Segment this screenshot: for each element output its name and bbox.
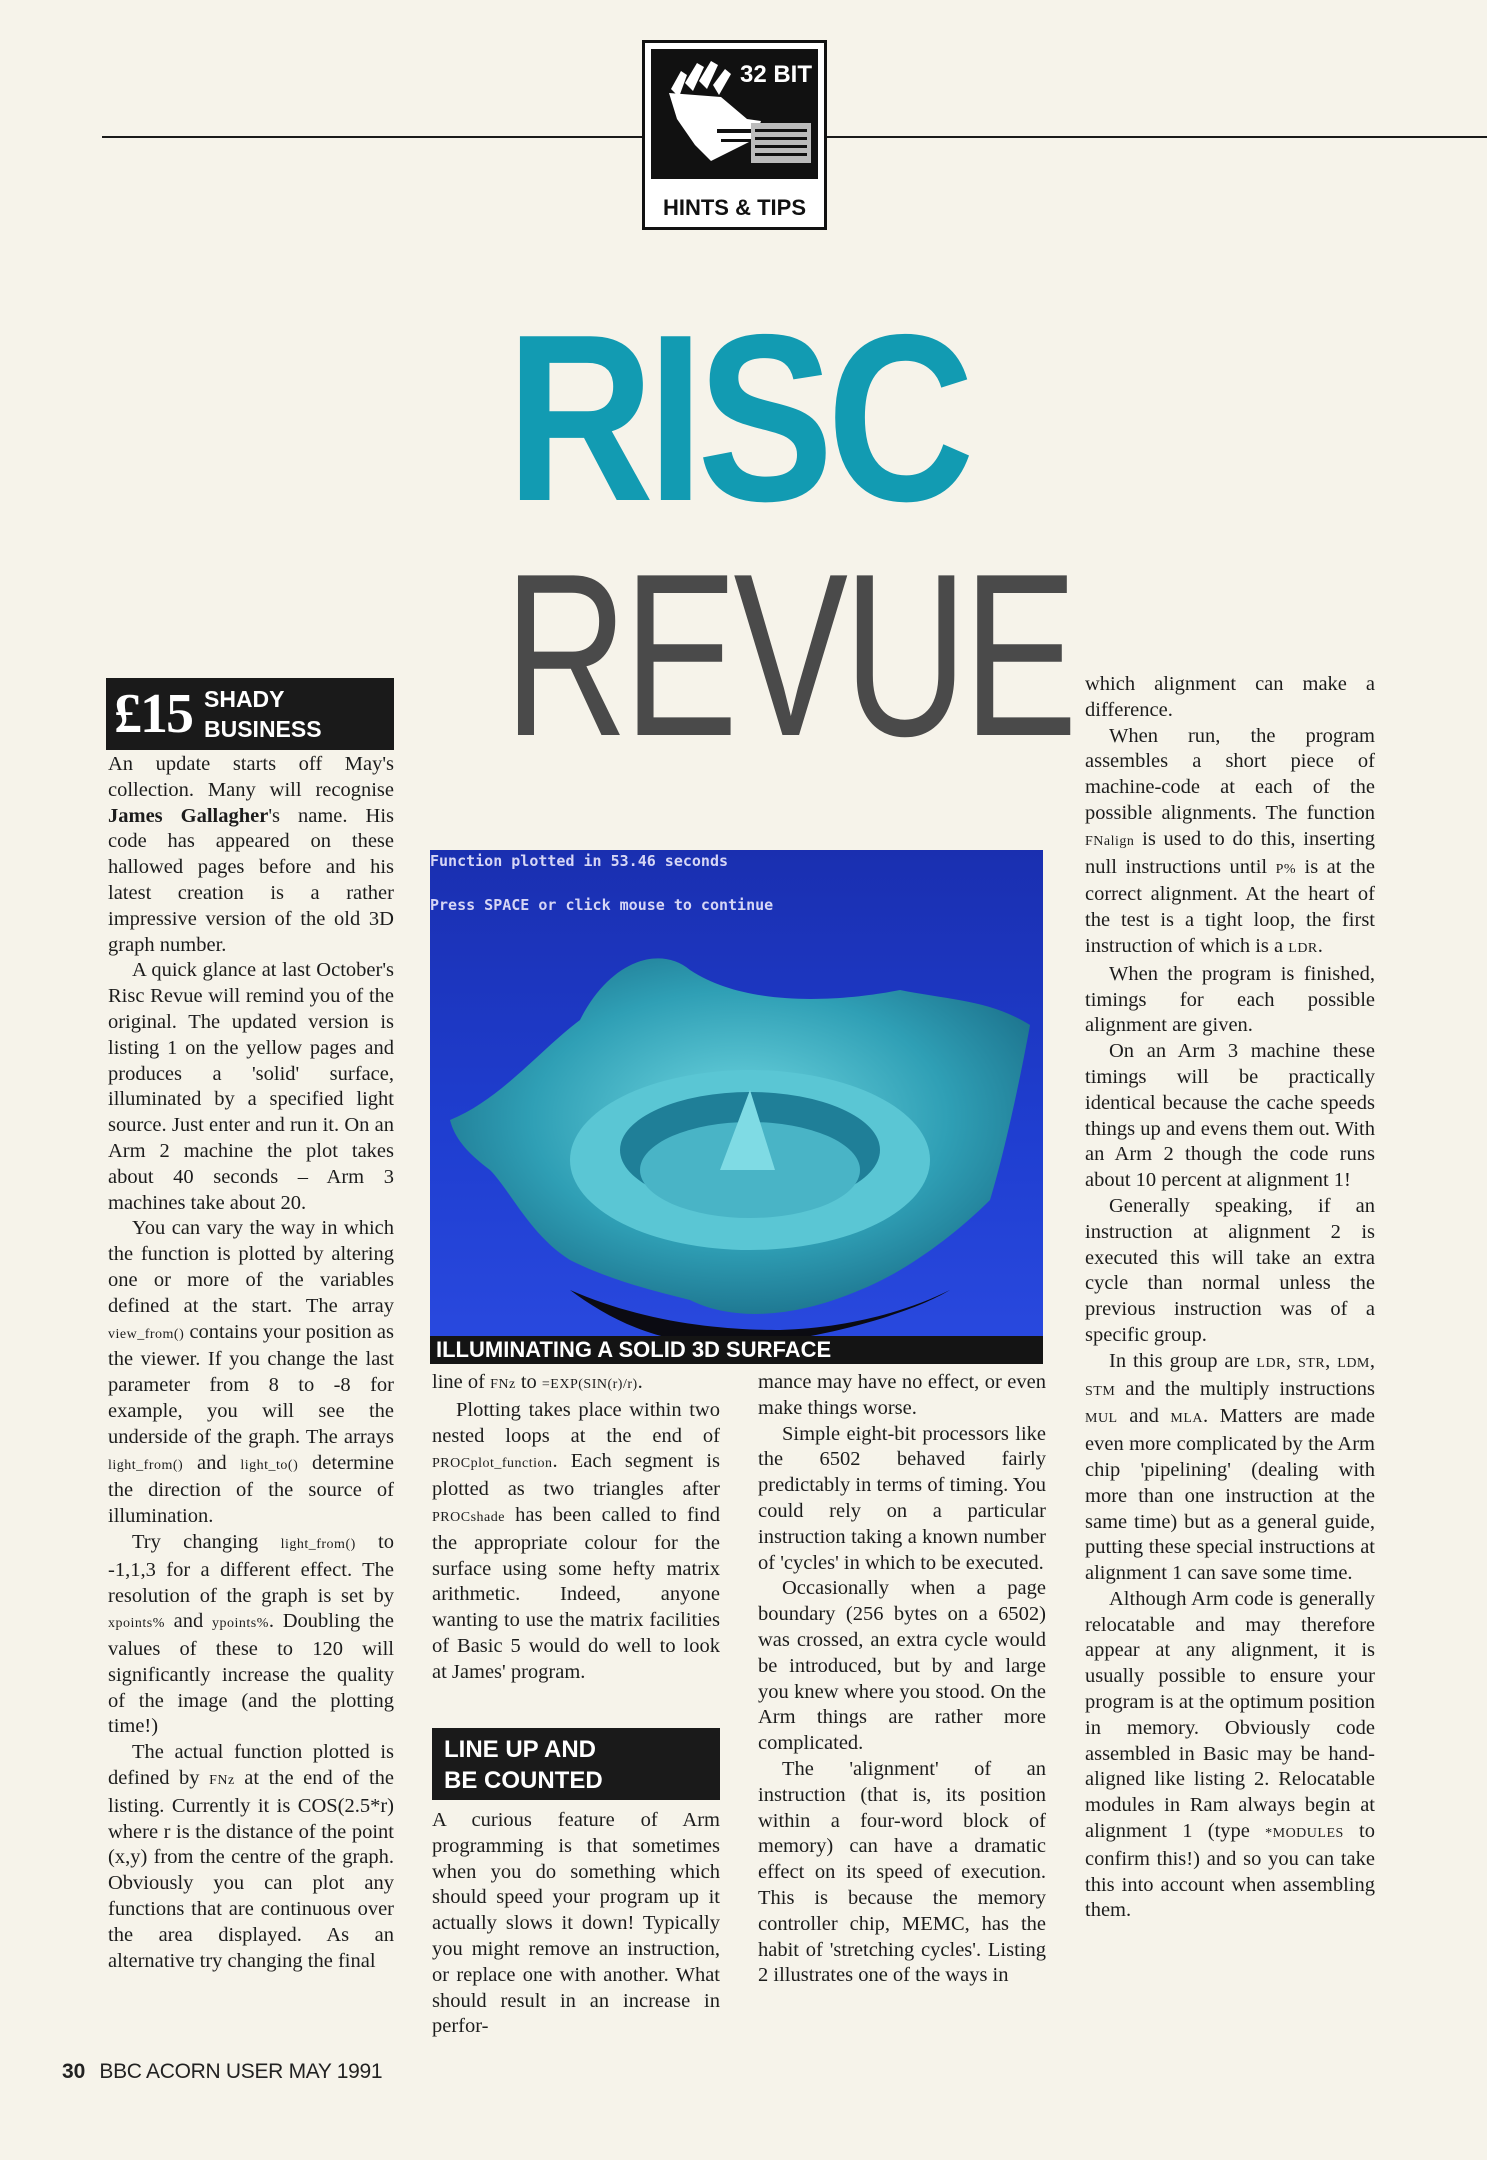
prize-amount: £15	[114, 683, 192, 745]
article-column-4: which alignment can make a difference. When run, the program assembles a short piece of machine-code at each of the possible alignments. The function FNalign is used to do this, inserting null instructions until P% is at the correct alignment. At the heart of the test is a tight loop, the first instruction of which is a LDR. When the program is finished, timings for each possible alignment are given. On an Arm 3 machine these timings will be practically identical because the cache speeds things up and evens them out. With an Arm 2 though the code runs about 10 percent at alignment 1! Generally speaking, if an instruction at alignment 2 is executed this will take an extra cycle than normal unless the previous instruction was of a specific group. In this group are LDR, STR, LDM, STM and the multiply instructions MUL and MLA. Matters are made even more complicated by the Arm chip 'pipelining' (dealing with more than one instruction at the same time) but as a general guide, putting these special instructions at alignment 1 can save some time. Although Arm code is generally relocatable and may therefore appear at any alignment, it is usually possible to ensure your program is at the optimum position in memory. Obviously code assembled in Basic may be hand-aligned like listing 2. Relocatable modules in Ram always begin at alignment 1 (type *MODULES to confirm this!) and so you can take this into account when assembling them.	[1085, 673, 1376, 1922]
screenshot-3d-surface	[430, 850, 1043, 1364]
hints-tips-logo	[642, 40, 827, 230]
screenshot-caption: ILLUMINATING A SOLID 3D SURFACE	[430, 1336, 1043, 1364]
section-heading-shady-business	[106, 678, 394, 750]
logo-badge: 32 BIT	[739, 61, 812, 88]
screen-text-timing: Function plotted in 53.46 seconds	[430, 852, 729, 870]
section-heading-line1: SHADY	[204, 686, 285, 712]
section-heading-line2: BUSINESS	[204, 716, 322, 742]
article-column-2a: line of FNz to =EXP(SIN(r)/r). Plotting takes place within two nested loops at the end of PROCplot_function. Each segment is plotted as two triangles after PROCshade has been called to find the appropriate colour for the surface using some hefty matrix arithmetic. Indeed, anyone wanting to use the matrix facilities of Basic 5 would do well to look at James' program.	[432, 1371, 720, 1683]
article-column-1: An update starts off May's collection. Many will recognise James Gallagher's name. His code has appeared on these hallowed pages before and his latest creation is a rather impressive version of the old 3D graph number. A quick glance at last October's Risc Revue will remind you of the original. The updated version is listing 1 on the yellow pages and produces a 'solid' surface, illuminated by a specified light source. Just enter and run it. On an Arm 2 machine the plot takes about 40 seconds – Arm 3 machines take about 20. You can vary the way in which the function is plotted by altering one or more of the variables defined at the start. The array view_from() contains your position as the viewer. If you change the last parameter from 8 to -8 for example, you will see the underside of the graph. The arrays light_from() and light_to() determine the direction of the source of illumination. Try changing light_from() to -1,1,3 for a different effect. The resolution of the graph is set by xpoints% and ypoints%. Doubling the values of these to 120 will significantly increase the quality of the image (and the plotting time!) The actual function plotted is defined by FNz at the end of the listing. Currently it is COS(2.5*r) where r is the distance of the point (x,y) from the centre of the graph. Obviously you can plot any functions that are continuous over the area displayed. As an alternative try changing the final	[108, 753, 395, 1972]
article-column-3: mance may have no effect, or even make things worse. Simple eight-bit processors like the 6502 behaved fairly predictably in terms of timing. You could rely on a particular instruction taking a known number of 'cycles' in which to be executed. Occasionally when a page boundary (256 bytes on a 6502) was crossed, an extra cycle would be introduced, but by and large you knew where you stood. On the Arm things are rather more complicated. The 'alignment' of an instruction (that is, its position within a four-word block of memory) can have a dramatic effect on its speed of execution. This is because the memory controller chip, MEMC, has the habit of 'stretching cycles'. Listing 2 illustrates one of the ways in	[758, 1371, 1046, 1987]
page-subtitle: REVUE	[503, 526, 1074, 785]
section2-heading-line1: LINE UP AND	[444, 1736, 597, 1763]
page-title: RISC	[506, 286, 968, 551]
header-rule-right	[827, 136, 1487, 138]
article-column-2b: A curious feature of Arm programming is that sometimes when you do something which should speed your program up it actually slows it down! Typically you might remove an instruction, or replace one with another. What should result in an increase in perfor-	[432, 1809, 720, 2038]
page-number: 30	[62, 2060, 86, 2083]
page-footer	[62, 2060, 382, 2084]
logo-label: HINTS & TIPS	[662, 195, 806, 220]
section-heading-line-up	[432, 1728, 720, 1800]
header-rule-left	[102, 136, 642, 138]
surface-plot-image	[430, 850, 1043, 1364]
section2-heading-line2: BE COUNTED	[444, 1767, 603, 1794]
screen-text-prompt: Press SPACE or click mouse to continue	[430, 896, 774, 914]
publication-name: BBC ACORN USER MAY 1991	[99, 2060, 383, 2083]
